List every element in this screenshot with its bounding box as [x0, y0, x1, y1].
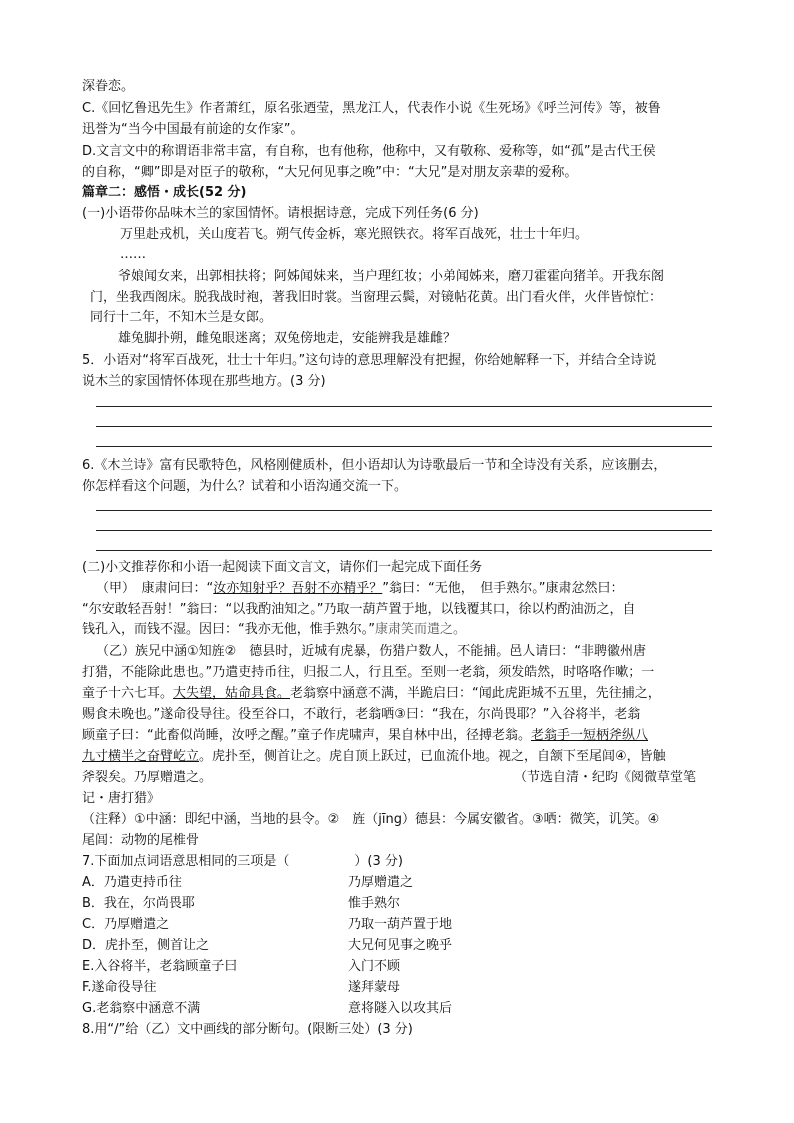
subsection-heading: (一)小语带你品味木兰的家国情怀。请根据诗意，完成下列任务(6 分)	[82, 206, 479, 221]
notes: （注释）①中涵：即纪中涵，当地的县令。② 旌（jīng）德县：今属安徽省。③哂：微笑，讥笑。④	[82, 812, 660, 827]
option-row[interactable]	[82, 937, 722, 955]
question-5: 5．小语对“将军百战死，壮士十年归。”这句诗的意思理解没有把握，你给她解释一下，并结合全诗说	[82, 353, 657, 368]
text-span: 钱孔入，而钱不湿。因曰：“我亦无他，惟手熟尔。”	[82, 622, 375, 637]
poem-line: 万里赴戎机，关山度若飞。朔气传金柝，寒光照铁衣。将军百战死，壮士十年归。	[120, 227, 589, 242]
underlined-text: 汝亦知射乎？吾射不亦精乎？	[213, 581, 383, 596]
underlined-text: 九寸横半之奋臂屹立	[82, 749, 200, 764]
question-5-cont: 说木兰的家国情怀体现在那些地方。(3 分)	[82, 374, 326, 389]
option-row[interactable]	[82, 958, 722, 976]
answer-line[interactable]	[96, 530, 712, 531]
passage-jia-line	[82, 621, 722, 639]
answer-line[interactable]	[96, 550, 712, 551]
option-row[interactable]	[82, 874, 722, 892]
text-span: 康肃笑而遣之。	[374, 622, 466, 637]
option-left: A．乃遣吏持币往	[82, 875, 182, 890]
passage-yi-line	[82, 685, 722, 703]
passage-source-cont: 记・唐打猎》	[82, 791, 161, 806]
option-row[interactable]	[82, 895, 722, 913]
option-left: G.老翁察中涵意不满	[82, 1001, 201, 1016]
passage-yi-line: 斧裂矣。乃厚赠遣之。	[82, 770, 213, 785]
poem-ellipsis: ……	[120, 247, 146, 262]
option-left: B．我在，尔尚畏耶	[82, 896, 195, 911]
option-right: 惟手熟尔	[348, 896, 401, 911]
section-heading: 篇章二：感悟・成长(52 分)	[82, 185, 247, 200]
option-left: E.入谷将半，老翁顾童子曰	[82, 959, 238, 974]
option-c-text: C.《回忆鲁迅先生》作者萧红，原名张迺莹，黑龙江人，代表作小说《生死场》《呼兰河传》等，被鲁	[82, 101, 661, 116]
option-right: 入门不顾	[348, 959, 401, 974]
option-left: D．虎扑至，侧首让之	[82, 938, 210, 953]
passage-yi-line	[82, 748, 722, 766]
passage-jia-line	[96, 580, 736, 598]
option-right: 大兄何见事之晚乎	[348, 938, 453, 953]
option-row[interactable]	[82, 1000, 722, 1018]
answer-line[interactable]	[96, 426, 712, 427]
question-6-cont: 你怎样看这个问题，为什么？试着和小语沟通交流一下。	[82, 479, 408, 494]
option-right: 遂拜蒙母	[348, 980, 401, 995]
option-right: 乃厚赠遣之	[348, 875, 414, 890]
answer-line[interactable]	[96, 446, 712, 447]
answer-line[interactable]	[96, 406, 712, 407]
answer-line[interactable]	[96, 510, 712, 511]
question-6: 6.《木兰诗》富有民歌特色，风格刚健质朴，但小语却认为诗歌最后一节和全诗没有关系，应该删去，	[82, 458, 667, 473]
text-line: 迅誉为“当今中国最有前途的女作家”。	[82, 122, 304, 137]
text-span: 老翁察中涵意不满，半跪启曰：“闻此虎距城不五里，先往捕之，	[290, 686, 661, 701]
option-row[interactable]	[82, 979, 722, 997]
poem-line: 雄兔脚扑朔，雌兔眼迷离；双兔傍地走，安能辨我是雄雌？	[118, 331, 457, 346]
text-span: 顾童子曰：“此畜似尚睡，汝呼之醒。”童子作虎啸声，果自林中出，径搏老翁。	[82, 728, 531, 743]
text-span: （甲） 康肃问曰：“	[96, 581, 214, 596]
text-line: 深眷恋。	[82, 79, 135, 94]
subsection-heading: (二)小文推荐你和小语一起阅读下面文言文，请你们一起完成下面任务	[82, 560, 483, 575]
question-7: 7.下面加点词语意思相同的三项是（ ）(3 分)	[82, 854, 403, 869]
passage-source: （节选自清・纪昀《阅微草堂笔	[514, 770, 697, 785]
text-span: ”翁曰：“无他， 但手熟尔。”康肃忿然曰：	[382, 581, 624, 596]
question-8: 8.用“/”给（乙）文中画线的部分断句。(限断三处）(3 分)	[82, 1022, 413, 1037]
option-left: F.遂命役导往	[82, 980, 157, 995]
poem-line: 门，坐我西阁床。脱我战时袍，著我旧时裳。当窗理云鬓，对镜帖花黄。出门看火伴，火伴皆惊忙：	[90, 290, 663, 305]
underlined-text: 大失望，姑命具食。	[173, 686, 291, 701]
text-line: 的自称，“卿”即是对臣子的敬称，“大兄何见事之晚”中：“大兄”是对朋友亲辈的爱称。	[82, 165, 578, 180]
poem-line: 同行十二年，不知木兰是女郎。	[90, 310, 273, 325]
option-right: 意将隧入以攻其后	[348, 1001, 453, 1016]
option-row[interactable]	[82, 916, 722, 934]
underlined-text: 老翁手一短柄斧纵八	[530, 728, 648, 743]
passage-yi-line	[82, 727, 722, 745]
passage-yi-line: 打猎，不能除此患也。”乃遣吏持币往，归报二人，行且至。至则一老翁，须发皓然，时咯咯作嗽；一	[82, 665, 655, 680]
text-span: 童子十六七耳。	[82, 686, 174, 701]
passage-yi-line: （乙）族兄中涵①知旌② 德县时，近城有虎暴，伤猎户数人，不能捕。邑人请曰：“非聘徽州唐	[96, 644, 647, 659]
passage-yi-line: 赐食未晚也。”遂命役导往。役至谷口，不敢行，老翁哂③曰：“我在，尔尚畏耶？”入谷将半，老翁	[82, 707, 641, 722]
option-left: C．乃厚赠遣之	[82, 917, 170, 932]
poem-line: 爷娘闻女来，出郭相扶将；阿姊闻妹来，当户理红妆；小弟闻姊来，磨刀霍霍向猪羊。开我东阁	[118, 269, 665, 284]
notes-cont: 尾闾：动物的尾椎骨	[82, 833, 200, 848]
text-span: 。虎扑至，侧首让之。虎自顶上跃过，已血流仆地。视之，自颔下至尾闾④，皆触	[199, 749, 666, 764]
option-right: 乃取一葫芦置于地	[348, 917, 453, 932]
passage-jia-line: “尔安敢轻吾射！”翁曰：“以我酌油知之。”乃取一葫芦置于地，以钱覆其口，徐以杓酌油沥之，自	[82, 602, 636, 617]
option-d-text: D.文言文中的称谓语非常丰富，有自称，也有他称，他称中，又有敬称、爱称等，如“孤”是古代王侯	[82, 144, 656, 159]
